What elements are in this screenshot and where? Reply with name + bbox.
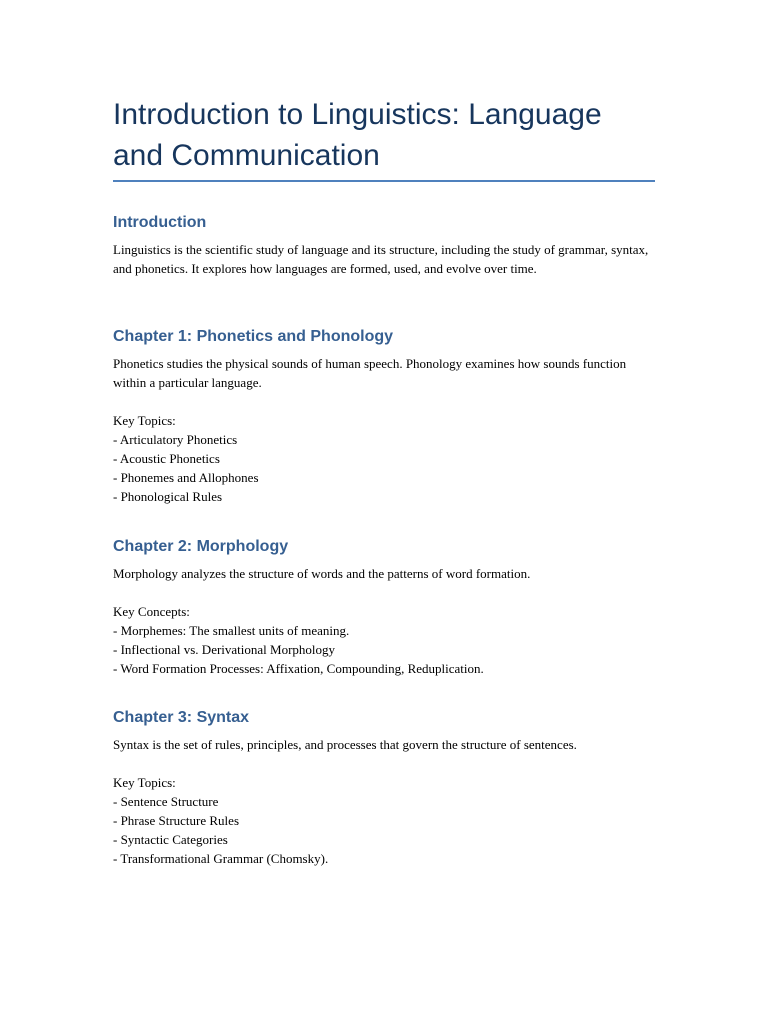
section-chapter-1 — [113, 326, 655, 506]
list-title: Key Topics: — [113, 413, 176, 428]
section-chapter-3 — [113, 707, 655, 868]
section-paragraph: Syntax is the set of rules, principles, and processes that govern the structure of sentences. — [113, 737, 577, 752]
list-item: - Sentence Structure — [113, 794, 219, 809]
topic-list — [113, 430, 655, 506]
section-paragraph: Linguistics is the scientific study of language and its structure, including the study of grammar, syntax, and phonetics. It explores how languages are formed, used, and evolve over time. — [113, 242, 652, 276]
section-heading: Chapter 3: Syntax — [113, 709, 250, 726]
list-item: - Phonemes and Allophones — [113, 470, 259, 485]
section-heading: Chapter 1: Phonetics and Phonology — [113, 328, 394, 345]
section-paragraph: Phonetics studies the physical sounds of human speech. Phonology examines how sounds function within a particular language. — [113, 356, 630, 390]
topic-list — [113, 792, 655, 868]
section-heading: Introduction — [113, 214, 207, 231]
section-heading: Chapter 2: Morphology — [113, 538, 289, 555]
section-introduction — [113, 212, 655, 278]
section-paragraph: Morphology analyzes the structure of words and the patterns of word formation. — [113, 566, 531, 581]
title-divider — [113, 180, 655, 182]
list-title: Key Topics: — [113, 775, 176, 790]
list-item: - Inflectional vs. Derivational Morphology — [113, 642, 336, 657]
list-item: - Acoustic Phonetics — [113, 451, 220, 466]
list-item: - Morphemes: The smallest units of meaning. — [113, 623, 350, 638]
list-title: Key Concepts: — [113, 604, 190, 619]
concept-list — [113, 621, 655, 678]
list-item: - Phonological Rules — [113, 489, 223, 504]
list-item: - Articulatory Phonetics — [113, 432, 238, 447]
section-chapter-2 — [113, 536, 655, 678]
document-title: Introduction to Linguistics: Language and Communication — [113, 98, 602, 172]
list-item: - Word Formation Processes: Affixation, Compounding, Reduplication. — [113, 661, 484, 676]
list-item: - Phrase Structure Rules — [113, 813, 240, 828]
list-item: - Syntactic Categories — [113, 832, 228, 847]
list-item: - Transformational Grammar (Chomsky). — [113, 851, 329, 866]
